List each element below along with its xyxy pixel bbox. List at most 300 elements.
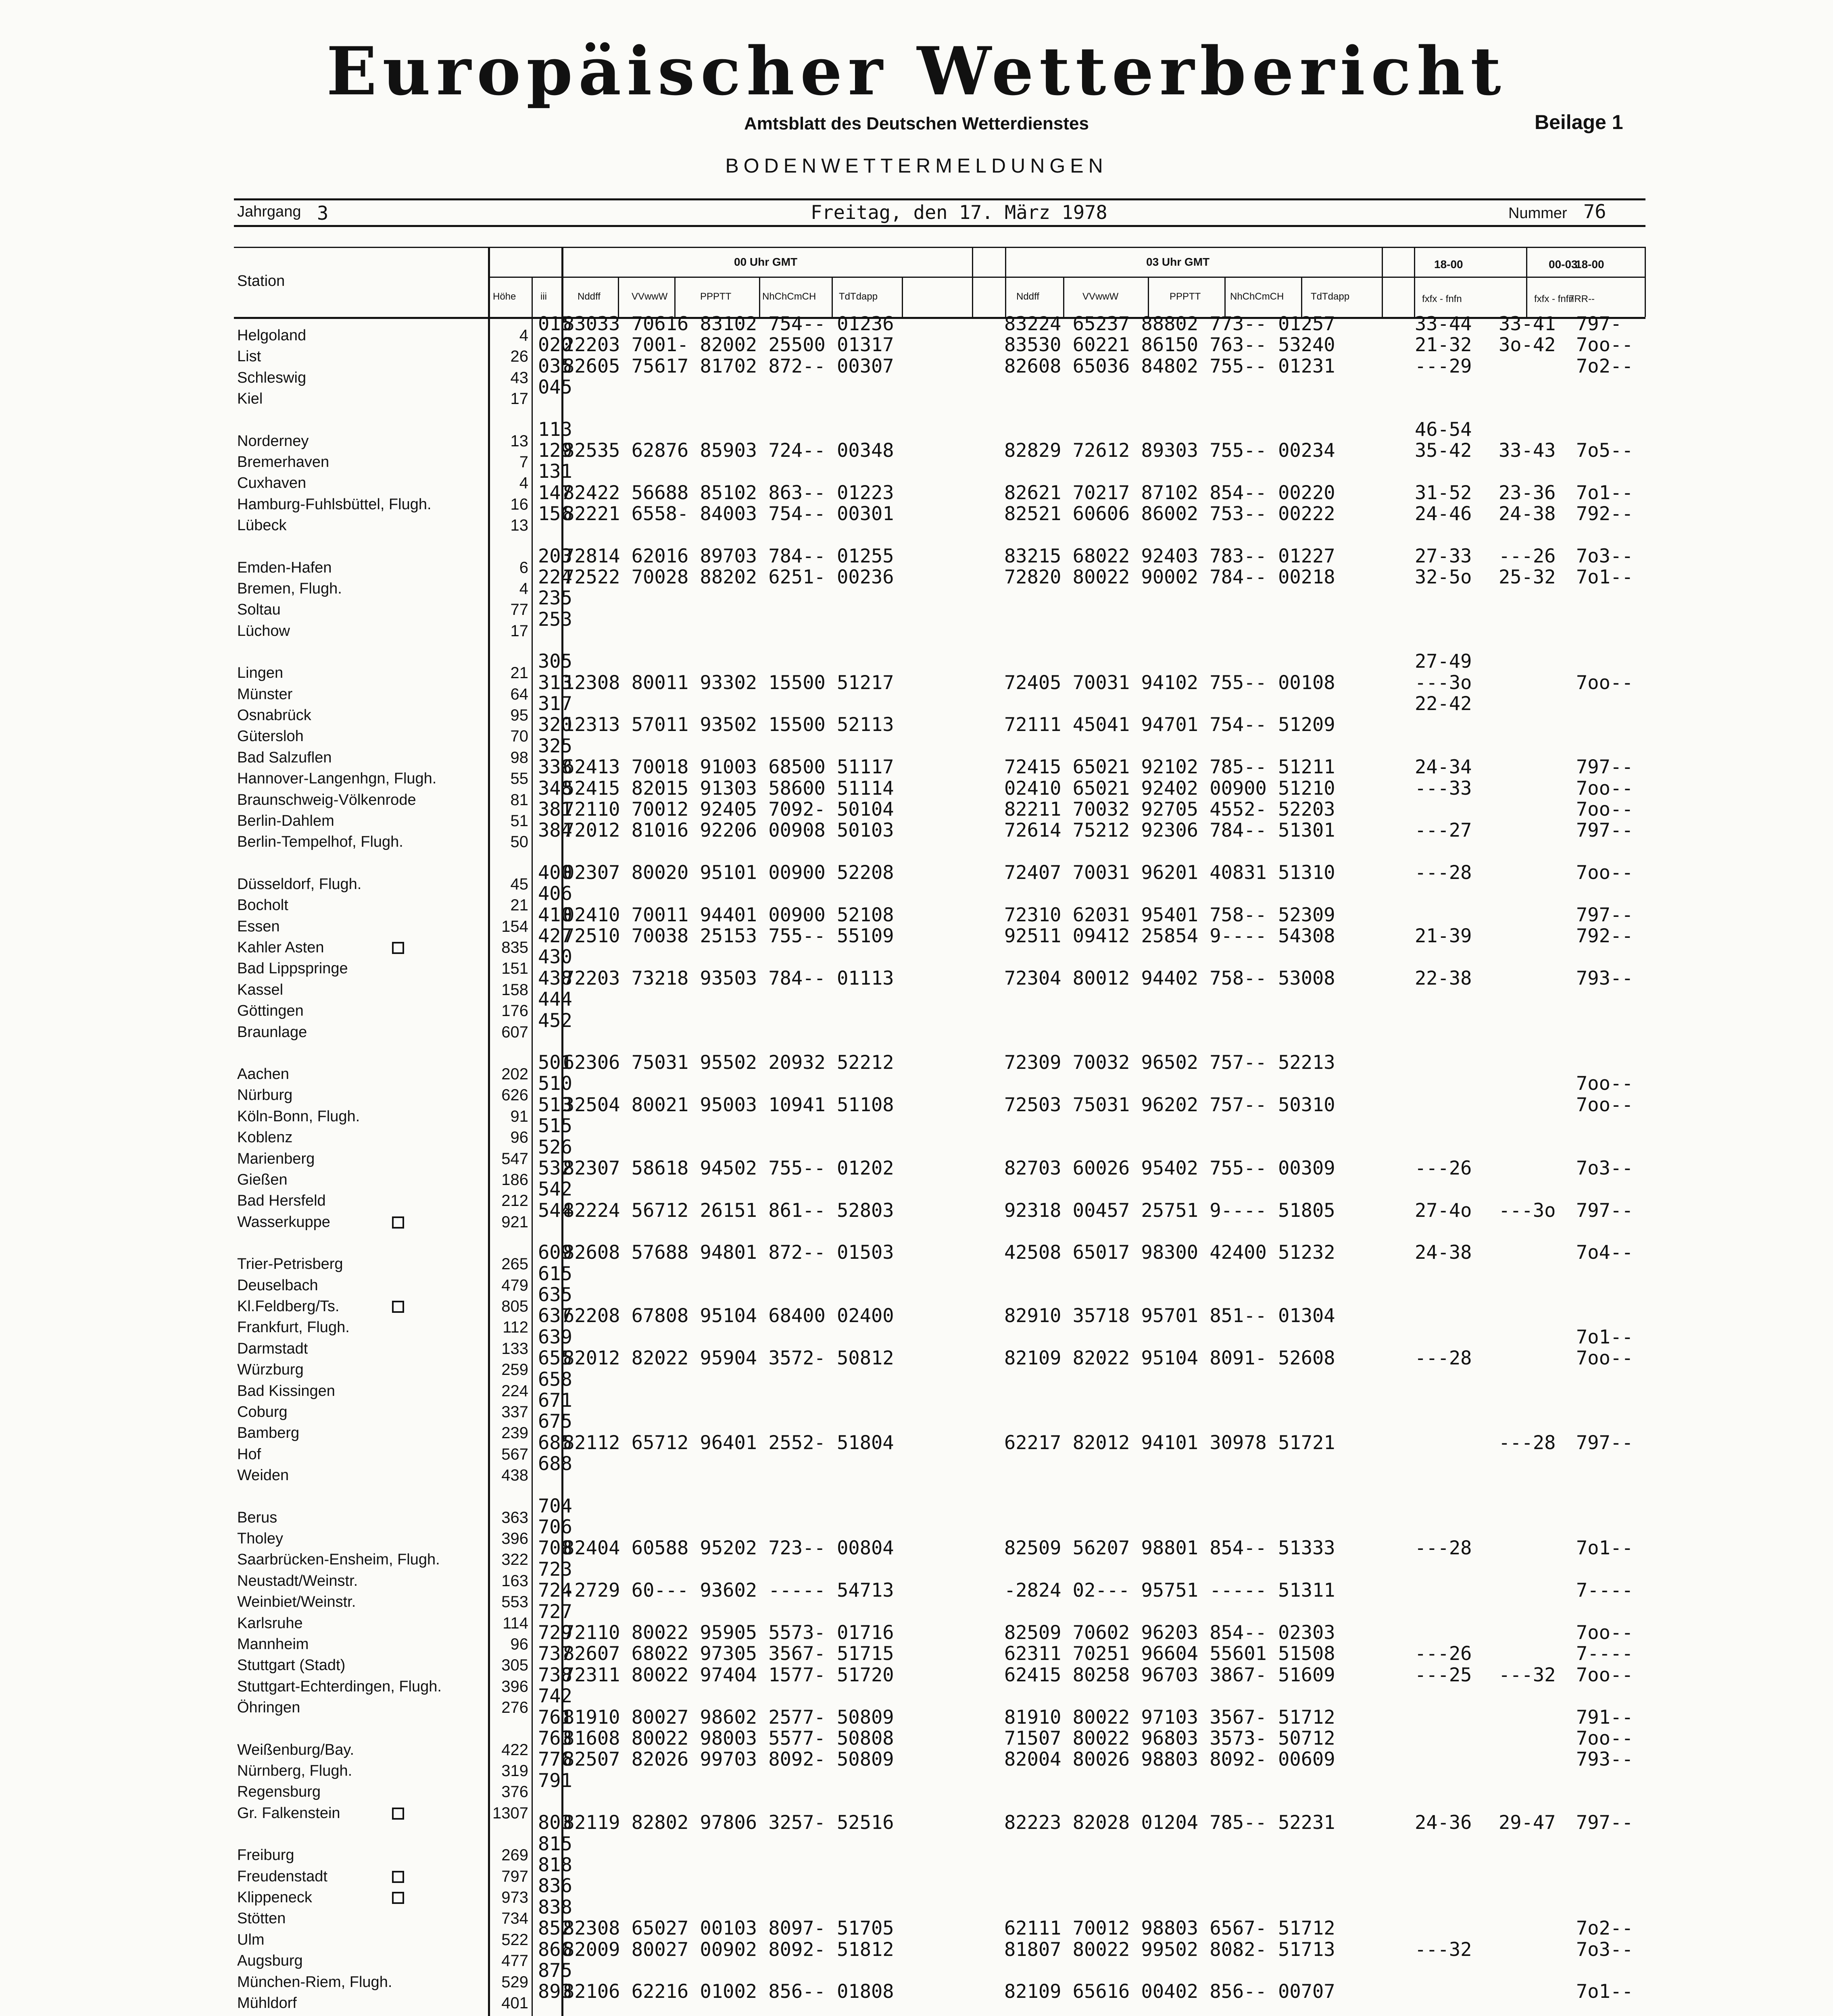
- rain-18-00: 7oo--: [1576, 671, 1633, 694]
- station-hoehe: 4: [519, 474, 528, 492]
- iii-value: 526: [538, 1136, 572, 1158]
- station-hoehe: 176: [501, 1002, 528, 1020]
- obs-00-gmt: 62208 67808 95104 68400 02400: [563, 1305, 894, 1327]
- rain-18-00: 793--: [1576, 1748, 1633, 1771]
- station-name: Cuxhaven: [237, 475, 307, 492]
- iii-value: 203: [538, 545, 572, 567]
- station-hoehe: 4: [519, 580, 528, 598]
- obs-00-gmt: 32504 80021 95003 10941 51108: [563, 1093, 894, 1116]
- station-hoehe: 438: [501, 1466, 528, 1485]
- station-name: Hof: [237, 1445, 261, 1463]
- wind-00-03: ---28: [1499, 1431, 1556, 1454]
- station-hoehe: 734: [501, 1910, 528, 1928]
- station-hoehe: 4: [519, 327, 528, 344]
- rain-18-00: 7o1--: [1576, 566, 1633, 588]
- obs-03-gmt: 82910 35718 95701 851-- 01304: [1004, 1305, 1335, 1327]
- station-hoehe: 13: [510, 432, 528, 450]
- station-hoehe: 50: [510, 833, 528, 851]
- obs-00-gmt: 72012 81016 92206 00908 50103: [563, 819, 894, 842]
- station-hoehe: 553: [501, 1593, 528, 1611]
- wind-18-00: 24-46: [1415, 503, 1472, 525]
- nummer-value: 76: [1583, 201, 1606, 223]
- beilage-label: Beilage 1: [1535, 111, 1623, 133]
- wind-18-00: 31-52: [1415, 481, 1472, 504]
- station-name: Aachen: [237, 1066, 289, 1083]
- obs-03-gmt: 81910 80022 97103 3567- 51712: [1004, 1706, 1335, 1729]
- obs-03-gmt: 62217 82012 94101 30978 51721: [1004, 1431, 1335, 1454]
- iii-value: 015: [538, 313, 572, 335]
- open-square-icon: [392, 1871, 404, 1883]
- iii-value: 738: [538, 1664, 572, 1686]
- station-hoehe: 805: [501, 1297, 528, 1315]
- iii-value: 338: [538, 756, 572, 779]
- wind-00-03: 23-36: [1499, 481, 1556, 504]
- station-name: Frankfurt, Flugh.: [237, 1319, 350, 1336]
- station-hoehe: 45: [510, 875, 528, 893]
- page-title: Europäischer Wetterbericht: [326, 32, 1507, 110]
- rule-top: [234, 198, 1645, 200]
- iii-value: 639: [538, 1326, 572, 1348]
- col-divider-r3: [1645, 247, 1646, 317]
- station-name: Freiburg: [237, 1847, 294, 1864]
- sub-divider: [759, 277, 760, 317]
- station-hoehe: 224: [501, 1382, 528, 1400]
- station-name: Lübeck: [237, 517, 287, 534]
- sub-divider: [1224, 277, 1226, 317]
- rain-18-00: 7oo--: [1576, 861, 1633, 884]
- header-r3: 18-00: [1575, 258, 1604, 271]
- station-hoehe: 422: [501, 1741, 528, 1759]
- header-00-col-1: Nddff: [578, 291, 601, 302]
- station-name: Bad Lippspringe: [237, 960, 348, 977]
- station-hoehe: 921: [501, 1213, 528, 1231]
- station-name: Nürnberg, Flugh.: [237, 1762, 352, 1779]
- iii-value: 635: [538, 1284, 572, 1306]
- rain-18-00: 792--: [1576, 925, 1633, 947]
- obs-03-gmt: 82211 70032 92705 4552- 52203: [1004, 798, 1335, 821]
- station-hoehe: 522: [501, 1931, 528, 1949]
- iii-value: 791: [538, 1769, 572, 1792]
- station-hoehe: 26: [510, 348, 528, 366]
- station-hoehe: 797: [501, 1867, 528, 1885]
- subtitle: Amtsblatt des Deutschen Wetterdienstes: [744, 114, 1089, 133]
- issue-date: Freitag, den 17. März 1978: [811, 202, 1107, 224]
- iii-value: 724: [538, 1579, 572, 1602]
- station-name: Neustadt/Weinstr.: [237, 1572, 358, 1589]
- obs-00-gmt: 82608 57688 94801 872-- 01503: [563, 1241, 894, 1264]
- wind-00-03: ---26: [1499, 545, 1556, 567]
- station-hoehe: 158: [501, 981, 528, 999]
- obs-00-gmt: -2729 60--- 93602 ----- 54713: [563, 1579, 894, 1602]
- station-hoehe: 529: [501, 1973, 528, 1991]
- station-name: Weißenburg/Bay.: [237, 1741, 355, 1758]
- station-hoehe: 396: [501, 1530, 528, 1547]
- station-hoehe: 401: [501, 1994, 528, 2012]
- rain-18-00: 7oo--: [1576, 777, 1633, 800]
- col-divider-00-end: [972, 247, 973, 317]
- station-name: Emden-Hafen: [237, 559, 332, 576]
- header-r2-sub: fxfx - fnfn: [1534, 294, 1574, 304]
- station-hoehe: 64: [510, 685, 528, 703]
- station-hoehe: 21: [510, 664, 528, 682]
- station-hoehe: 269: [501, 1846, 528, 1864]
- sub-divider: [1148, 277, 1149, 317]
- iii-value: 444: [538, 988, 572, 1011]
- header-00-col-5: TdTdapp: [839, 291, 878, 302]
- obs-03-gmt: 82621 70217 87102 854-- 00220: [1004, 481, 1335, 504]
- station-hoehe: 6: [519, 558, 528, 577]
- wind-18-00: ---26: [1415, 1157, 1472, 1179]
- station-name: Saarbrücken-Ensheim, Flugh.: [237, 1551, 440, 1568]
- station-name: Berlin-Tempelhof, Flugh.: [237, 833, 403, 851]
- header-hoehe: Höhe: [493, 291, 516, 302]
- station-name: Münster: [237, 685, 293, 703]
- obs-00-gmt: 72110 80022 95905 5573- 01716: [563, 1622, 894, 1644]
- station-hoehe: 479: [501, 1276, 528, 1294]
- station-name: Lingen: [237, 664, 284, 682]
- station-name: Klippeneck: [237, 1889, 312, 1906]
- station-hoehe: 376: [501, 1783, 528, 1801]
- iii-value: 325: [538, 735, 572, 757]
- station-name: List: [237, 348, 261, 365]
- station-hoehe: 98: [510, 748, 528, 766]
- obs-00-gmt: 72510 70038 25153 755-- 55109: [563, 925, 894, 947]
- station-hoehe: 835: [501, 939, 528, 956]
- wind-00-03: 33-41: [1499, 313, 1556, 335]
- station-hoehe: 154: [501, 917, 528, 935]
- station-hoehe: 186: [501, 1171, 528, 1189]
- station-name: Lüchow: [237, 622, 290, 639]
- wind-18-00: 24-38: [1415, 1241, 1472, 1264]
- station-hoehe: 70: [510, 727, 528, 746]
- station-name: Augsburg: [237, 1952, 303, 1970]
- obs-00-gmt: 82106 62216 01002 856-- 01808: [563, 1981, 894, 2003]
- rain-18-00: 7oo--: [1576, 334, 1633, 356]
- rain-18-00: 797--: [1576, 1431, 1633, 1454]
- header-00-col-2: VVwwW: [632, 291, 668, 302]
- iii-value: 615: [538, 1262, 572, 1285]
- iii-value: 742: [538, 1685, 572, 1708]
- iii-value: 020: [538, 334, 572, 356]
- obs-00-gmt: 22203 7001- 82002 25500 01317: [563, 334, 894, 356]
- iii-value: 838: [538, 1896, 572, 1918]
- obs-00-gmt: 12308 80011 93302 15500 51217: [563, 671, 894, 694]
- open-square-icon: [392, 1301, 404, 1313]
- wind-18-00: 35-42: [1415, 439, 1472, 462]
- obs-03-gmt: 82109 82022 95104 8091- 52608: [1004, 1347, 1335, 1370]
- station-hoehe: 973: [501, 1889, 528, 1906]
- iii-value: 803: [538, 1812, 572, 1834]
- obs-00-gmt: 82607 68022 97305 3567- 51715: [563, 1643, 894, 1665]
- station-name: Stuttgart-Echterdingen, Flugh.: [237, 1678, 442, 1695]
- station-hoehe: 212: [501, 1192, 528, 1210]
- rule-date: [234, 225, 1645, 227]
- iii-value: 544: [538, 1199, 572, 1222]
- station-hoehe: 396: [501, 1677, 528, 1695]
- obs-00-gmt: 72522 70028 88202 6251- 00236: [563, 566, 894, 588]
- station-name: Bad Hersfeld: [237, 1192, 326, 1210]
- station-hoehe: 319: [501, 1762, 528, 1780]
- obs-03-gmt: 82829 72612 89303 755-- 00234: [1004, 439, 1335, 462]
- obs-03-gmt: 83530 60221 86150 763-- 53240: [1004, 334, 1335, 356]
- station-name: Helgoland: [237, 327, 307, 344]
- header-00-col-3: PPPTT: [700, 291, 732, 302]
- open-square-icon: [392, 1216, 404, 1229]
- rain-18-00: 797--: [1576, 904, 1633, 926]
- obs-00-gmt: 82535 62876 85903 724-- 00348: [563, 439, 894, 462]
- iii-value: 671: [538, 1389, 572, 1412]
- section-heading: BODENWETTERMELDUNGEN: [725, 154, 1108, 177]
- obs-03-gmt: 82608 65036 84802 755-- 01231: [1004, 355, 1335, 377]
- obs-03-gmt: 62111 70012 98803 6567- 51712: [1004, 1917, 1335, 1940]
- station-name: Bremerhaven: [237, 454, 329, 471]
- obs-00-gmt: 82422 56688 85102 863-- 01223: [563, 481, 894, 504]
- iii-value: 658: [538, 1368, 572, 1391]
- station-hoehe: 95: [510, 706, 528, 724]
- col-divider-03-end: [1382, 247, 1383, 317]
- iii-value: 438: [538, 967, 572, 989]
- obs-03-gmt: 81807 80022 99502 8082- 51713: [1004, 1938, 1335, 1961]
- station-name: Ulm: [237, 1931, 265, 1948]
- iii-value: 761: [538, 1706, 572, 1729]
- iii-value: 655: [538, 1347, 572, 1370]
- station-hoehe: 17: [510, 390, 528, 408]
- obs-00-gmt: 82224 56712 26151 861-- 52803: [563, 1199, 894, 1222]
- obs-00-gmt: 72110 70012 92405 7092- 50104: [563, 798, 894, 821]
- obs-00-gmt: 82119 82802 97806 3257- 52516: [563, 1812, 894, 1834]
- station-name: Kassel: [237, 981, 284, 998]
- station-name: Braunlage: [237, 1023, 307, 1041]
- header-00-col-4: NhChCmCH: [762, 291, 816, 302]
- wind-00-03: 24-38: [1499, 503, 1556, 525]
- rain-18-00: 797-: [1576, 313, 1622, 335]
- iii-value: 763: [538, 1727, 572, 1749]
- obs-03-gmt: 72304 80012 94402 758-- 53008: [1004, 967, 1335, 989]
- iii-value: 729: [538, 1622, 572, 1644]
- rain-18-00: 7oo--: [1576, 1073, 1633, 1095]
- iii-value: 317: [538, 693, 572, 715]
- jahrgang-label: Jahrgang: [237, 203, 301, 220]
- iii-value: 706: [538, 1516, 572, 1538]
- obs-00-gmt: 82605 75617 81702 872-- 00307: [563, 355, 894, 377]
- iii-value: 381: [538, 798, 572, 821]
- station-name: Öhringen: [237, 1699, 300, 1716]
- iii-value: 513: [538, 1093, 572, 1116]
- rain-18-00: 7o1--: [1576, 1981, 1633, 2003]
- station-name: Schleswig: [237, 369, 307, 386]
- station-hoehe: 17: [510, 622, 528, 640]
- obs-00-gmt: 62306 75031 95502 20932 52212: [563, 1052, 894, 1074]
- wind-18-00: ---28: [1415, 1537, 1472, 1560]
- header-03-col-5: TdTdapp: [1311, 291, 1350, 302]
- wind-18-00: ---28: [1415, 861, 1472, 884]
- station-hoehe: 265: [501, 1255, 528, 1273]
- wind-00-03: ---3o: [1499, 1199, 1556, 1222]
- header-00-gmt: 00 Uhr GMT: [734, 256, 798, 268]
- station-name: Wasserkuppe: [237, 1213, 330, 1231]
- station-hoehe: 77: [510, 601, 528, 619]
- obs-03-gmt: 72111 45041 94701 754-- 51209: [1004, 714, 1335, 736]
- rain-18-00: 7o3--: [1576, 545, 1633, 567]
- rain-18-00: 7o2--: [1576, 355, 1633, 377]
- rain-18-00: 7oo--: [1576, 1664, 1633, 1686]
- iii-value: 609: [538, 1241, 572, 1264]
- station-name: Stuttgart (Stadt): [237, 1657, 346, 1674]
- rain-18-00: 7oo--: [1576, 1622, 1633, 1644]
- obs-00-gmt: 83033 70616 83102 754-- 01236: [563, 313, 894, 335]
- obs-00-gmt: 52415 82015 91303 58600 51114: [563, 777, 894, 800]
- rain-18-00: 797--: [1576, 1199, 1633, 1222]
- iii-value: 776: [538, 1748, 572, 1771]
- wind-00-03: ---32: [1499, 1664, 1556, 1686]
- rain-18-00: 7----: [1576, 1579, 1633, 1602]
- iii-value: 836: [538, 1875, 572, 1897]
- nummer-label: Nummer: [1508, 205, 1567, 222]
- obs-00-gmt: 72311 80022 97404 1577- 51720: [563, 1664, 894, 1686]
- station-hoehe: 567: [501, 1445, 528, 1463]
- open-square-icon: [392, 1892, 404, 1904]
- iii-value: 723: [538, 1558, 572, 1581]
- obs-03-gmt: 72820 80022 90002 784-- 00218: [1004, 566, 1335, 588]
- wind-18-00: 24-36: [1415, 1812, 1472, 1834]
- station-hoehe: 1307: [492, 1804, 528, 1822]
- obs-00-gmt: 72203 73218 93503 784-- 01113: [563, 967, 894, 989]
- obs-00-gmt: 12313 57011 93502 15500 52113: [563, 714, 894, 736]
- rain-18-00: 7o1--: [1576, 1537, 1633, 1560]
- iii-value: 685: [538, 1431, 572, 1454]
- station-name: Göttingen: [237, 1002, 304, 1020]
- iii-value: 320: [538, 714, 572, 736]
- iii-value: 045: [538, 376, 572, 399]
- station-hoehe: 477: [501, 1952, 528, 1970]
- iii-value: 815: [538, 1833, 572, 1855]
- station-hoehe: 202: [501, 1065, 528, 1083]
- wind-18-00: 33-44: [1415, 313, 1472, 335]
- station-name: Bocholt: [237, 897, 288, 914]
- rain-18-00: 7o2--: [1576, 1917, 1633, 1940]
- open-square-icon: [392, 942, 404, 954]
- wind-18-00: ---32: [1415, 1938, 1472, 1961]
- station-name: Bad Kissingen: [237, 1382, 335, 1400]
- rain-18-00: 797--: [1576, 756, 1633, 779]
- station-hoehe: 21: [510, 896, 528, 914]
- iii-value: 675: [538, 1410, 572, 1433]
- obs-00-gmt: 82112 65712 96401 2552- 51804: [563, 1431, 894, 1454]
- table-rule-top: [234, 247, 1645, 248]
- obs-03-gmt: 82223 82028 01204 785-- 52231: [1004, 1812, 1335, 1834]
- header-03-col-2: VVwwW: [1082, 291, 1119, 302]
- iii-value: 348: [538, 777, 572, 800]
- iii-value: 688: [538, 1453, 572, 1475]
- obs-03-gmt: 72310 62031 95401 758-- 52309: [1004, 904, 1335, 926]
- station-hoehe: 81: [510, 791, 528, 809]
- iii-value: 542: [538, 1178, 572, 1201]
- wind-18-00: 46-54: [1415, 418, 1472, 441]
- obs-00-gmt: 82404 60588 95202 723-- 00804: [563, 1537, 894, 1560]
- station-name: Braunschweig-Völkenrode: [237, 791, 416, 808]
- station-name: Würzburg: [237, 1361, 304, 1379]
- station-hoehe: 55: [510, 770, 528, 788]
- rain-18-00: 7oo--: [1576, 1093, 1633, 1116]
- station-hoehe: 276: [501, 1699, 528, 1717]
- obs-00-gmt: 72814 62016 89703 784-- 01255: [563, 545, 894, 567]
- station-name: Regensburg: [237, 1783, 321, 1801]
- sub-divider: [832, 277, 833, 317]
- sub-divider: [618, 277, 619, 317]
- station-name: Hamburg-Fuhlsbüttel, Flugh.: [237, 496, 432, 513]
- station-name: Tholey: [237, 1530, 284, 1547]
- station-name: Berlin-Dahlem: [237, 812, 334, 829]
- header-03-col-1: Nddff: [1016, 291, 1039, 302]
- station-hoehe: 13: [510, 516, 528, 535]
- obs-03-gmt: 72407 70031 96201 40831 51310: [1004, 861, 1335, 884]
- station-name: Berus: [237, 1509, 277, 1526]
- station-name: Marienberg: [237, 1150, 315, 1167]
- station-name: Weiden: [237, 1467, 289, 1484]
- station-name: Bamberg: [237, 1425, 300, 1442]
- obs-00-gmt: 82009 80027 00902 8092- 51812: [563, 1938, 894, 1961]
- iii-value: 501: [538, 1052, 572, 1074]
- iii-value: 113: [538, 418, 572, 441]
- station-name: Darmstadt: [237, 1340, 308, 1357]
- iii-value: 400: [538, 861, 572, 884]
- wind-18-00: 27-4o: [1415, 1199, 1472, 1222]
- station-name: Osnabrück: [237, 707, 311, 724]
- obs-03-gmt: 92318 00457 25751 9---- 51805: [1004, 1199, 1335, 1222]
- iii-value: 131: [538, 460, 572, 483]
- iii-value: 737: [538, 1643, 572, 1665]
- wind-18-00: ---27: [1415, 819, 1472, 842]
- rain-18-00: 7o3--: [1576, 1938, 1633, 1961]
- col-divider-iii: [532, 277, 533, 2016]
- station-hoehe: 626: [501, 1086, 528, 1104]
- station-name: Köln-Bonn, Flugh.: [237, 1108, 360, 1125]
- station-name: Kl.Feldberg/Ts.: [237, 1298, 340, 1315]
- station-name: Gießen: [237, 1171, 288, 1188]
- rain-18-00: 7o5--: [1576, 439, 1633, 462]
- station-name: Kahler Asten: [237, 939, 324, 956]
- sub-divider: [674, 277, 676, 317]
- station-name: Trier-Petrisberg: [237, 1256, 343, 1273]
- station-name: Gr. Falkenstein: [237, 1804, 340, 1822]
- iii-value: 253: [538, 608, 572, 631]
- station-hoehe: 259: [501, 1361, 528, 1379]
- iii-value: 406: [538, 883, 572, 905]
- obs-03-gmt: 02410 65021 92402 00900 51210: [1004, 777, 1335, 800]
- station-hoehe: 96: [510, 1635, 528, 1653]
- obs-03-gmt: 82004 80026 98803 8092- 00609: [1004, 1748, 1335, 1771]
- header-03-col-3: PPPTT: [1170, 291, 1201, 302]
- station-hoehe: 16: [510, 495, 528, 513]
- station-name: Nürburg: [237, 1087, 293, 1104]
- header-03-gmt: 03 Uhr GMT: [1146, 256, 1210, 268]
- station-name: Weinbiet/Weinstr.: [237, 1593, 356, 1611]
- obs-03-gmt: 72405 70031 94102 755-- 00108: [1004, 671, 1335, 694]
- station-name: Freudenstadt: [237, 1868, 327, 1885]
- station-name: Norderney: [237, 432, 309, 450]
- obs-03-gmt: 82521 60606 86002 753-- 00222: [1004, 503, 1335, 525]
- sub-divider: [1063, 277, 1064, 317]
- rain-18-00: 793--: [1576, 967, 1633, 989]
- station-hoehe: 43: [510, 369, 528, 387]
- wind-18-00: 27-49: [1415, 650, 1472, 673]
- station-hoehe: 133: [501, 1339, 528, 1358]
- iii-value: 224: [538, 566, 572, 588]
- wind-00-03: 29-47: [1499, 1812, 1556, 1834]
- wind-18-00: ---26: [1415, 1643, 1472, 1665]
- iii-value: 305: [538, 650, 572, 673]
- col-divider-r1: [1414, 247, 1415, 317]
